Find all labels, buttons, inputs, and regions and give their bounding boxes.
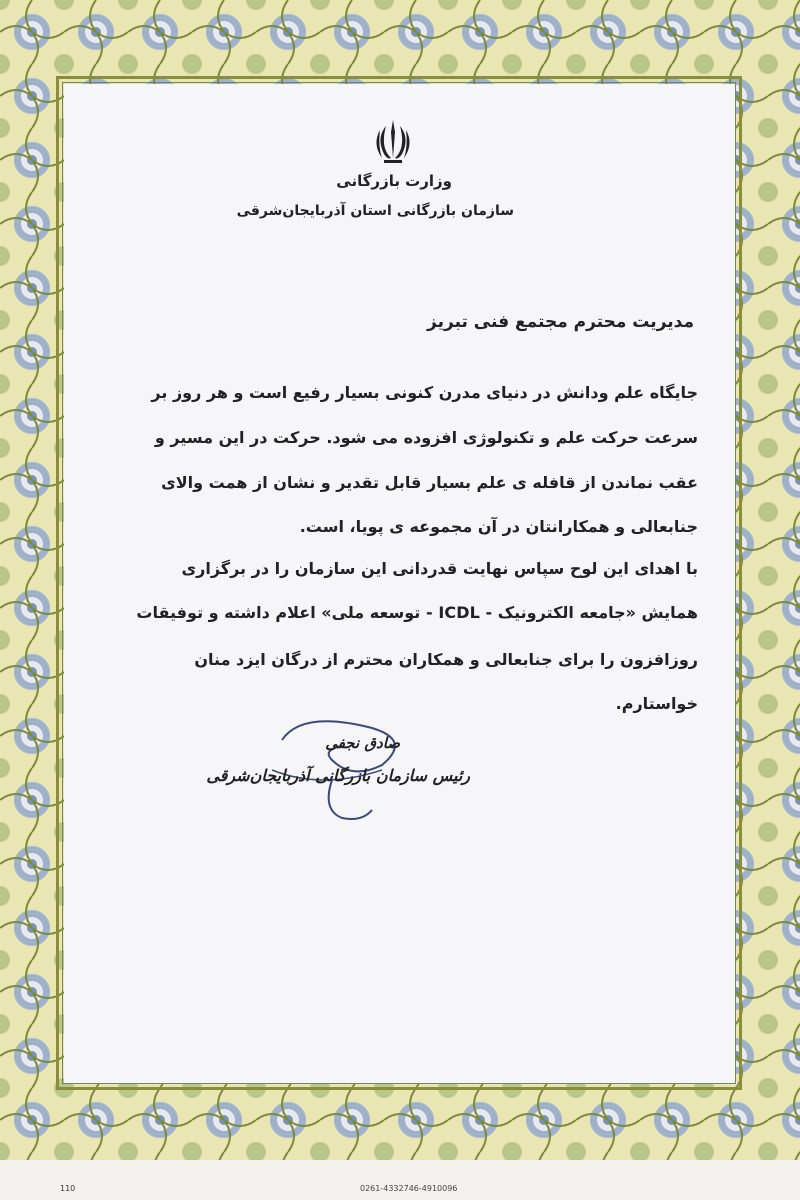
frame-inner-line	[62, 82, 736, 1084]
letter-number: 110	[60, 1184, 76, 1193]
footer-phone: 0261-4332746-4910096	[360, 1184, 458, 1193]
body-line: سرعت حرکت علم و تکنولوژی افزوده می شود. حرکت در این مسیر و	[154, 428, 698, 447]
signer-name: صادق نجفی	[325, 734, 400, 752]
body-line: جایگاه علم ودانش در دنیای مدرن کنونی بسیار رفیع است و هر روز بر	[151, 383, 698, 402]
signer-title: رئیس سازمان بازرگانی آذربایجان‌شرقی	[206, 766, 470, 785]
body-line: جنابعالی و همکارانتان در آن مجموعه ی پویا، است.	[299, 517, 698, 536]
organization-name: سازمان بازرگانی استان آذربایجان‌شرقی	[236, 203, 514, 219]
addressee: مدیریت محترم مجتمع فنی تبریز	[427, 312, 694, 332]
body-line: روزافزون را برای جنابعالی و همکاران محترم از درگان ایزد منان	[194, 650, 698, 669]
body-line: عقب نماندن از قافله ی علم بسیار قابل تقدیر و نشان از همت والای	[161, 473, 698, 492]
body-line: با اهدای این لوح سپاس نهایت قدردانی این سازمان را در برگزاری	[181, 559, 698, 578]
body-line: خواستارم.	[615, 694, 698, 713]
ministry-name: وزارت بازرگانی	[336, 172, 452, 190]
iran-emblem-icon	[372, 118, 414, 164]
body-line: همایش «جامعه الکترونیک - ICDL - توسعه ملی» اعلام داشته و توفیقات	[136, 603, 698, 622]
